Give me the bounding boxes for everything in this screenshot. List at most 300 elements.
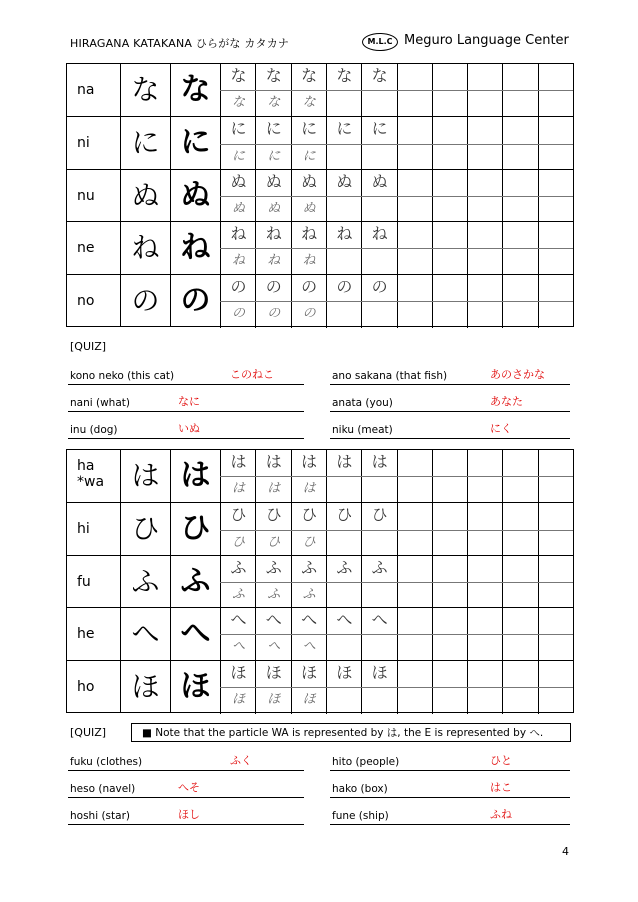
practice-box[interactable] — [502, 145, 538, 171]
practice-box[interactable] — [432, 197, 468, 223]
kana-handwritten: ね — [120, 222, 170, 274]
practice-box[interactable] — [361, 222, 397, 248]
practice-box[interactable] — [467, 608, 503, 634]
practice-box[interactable] — [220, 503, 256, 529]
practice-box[interactable] — [361, 477, 397, 503]
romaji-text: hi — [77, 521, 90, 538]
practice-trace-row — [220, 634, 573, 661]
practice-box[interactable] — [361, 583, 397, 609]
quiz-item — [68, 393, 304, 412]
practice-box[interactable] — [291, 608, 327, 634]
practice-box[interactable] — [220, 583, 256, 609]
practice-box[interactable] — [538, 249, 574, 275]
practice-area — [220, 608, 573, 660]
quiz-prompt: ano sakana (that fish) — [332, 370, 448, 382]
practice-box[interactable] — [397, 64, 433, 90]
kana-printed: ぬ — [170, 170, 220, 222]
trace-kana: の — [231, 305, 245, 321]
quiz-item — [330, 752, 570, 771]
practice-box[interactable] — [467, 145, 503, 171]
practice-box[interactable] — [220, 477, 256, 503]
practice-box[interactable] — [397, 477, 433, 503]
practice-box[interactable] — [538, 635, 574, 661]
practice-box[interactable] — [397, 661, 433, 687]
practice-box[interactable] — [326, 503, 362, 529]
practice-box[interactable] — [432, 503, 468, 529]
practice-box[interactable] — [538, 608, 574, 634]
romaji-label — [67, 170, 120, 222]
practice-box[interactable] — [291, 477, 327, 503]
practice-box[interactable] — [397, 583, 433, 609]
model-kana: へ — [301, 610, 318, 630]
practice-box[interactable] — [220, 302, 256, 328]
trace-kana: ひ — [231, 534, 245, 550]
practice-box[interactable] — [397, 302, 433, 328]
kana-row — [67, 607, 573, 660]
practice-box[interactable] — [326, 450, 362, 476]
practice-box[interactable] — [467, 503, 503, 529]
practice-box[interactable] — [220, 249, 256, 275]
trace-kana: の — [302, 305, 316, 321]
model-kana: な — [336, 66, 353, 85]
practice-box[interactable] — [467, 583, 503, 609]
school-name: Meguro Language Center — [404, 33, 569, 48]
practice-box[interactable] — [220, 222, 256, 248]
model-kana: ぬ — [371, 171, 388, 191]
practice-box[interactable] — [255, 450, 291, 476]
practice-box[interactable] — [467, 531, 503, 557]
practice-box[interactable] — [361, 450, 397, 476]
practice-box[interactable] — [255, 275, 291, 301]
practice-box[interactable] — [361, 197, 397, 223]
practice-box[interactable] — [397, 556, 433, 582]
trace-kana: ひ — [267, 534, 281, 550]
practice-box[interactable] — [255, 503, 291, 529]
quiz-label: [QUIZ] — [70, 340, 107, 353]
practice-box[interactable] — [502, 608, 538, 634]
practice-trace-row — [220, 196, 573, 223]
practice-box[interactable] — [467, 249, 503, 275]
practice-box[interactable] — [255, 661, 291, 687]
header-title: HIRAGANA KATAKANA ひらがな カタカナ — [70, 37, 290, 50]
kana-handwritten: ふ — [120, 556, 170, 608]
practice-box[interactable] — [255, 91, 291, 117]
model-kana: な — [371, 66, 388, 85]
romaji-extra-text: *wa — [77, 474, 105, 490]
practice-box[interactable] — [538, 222, 574, 248]
practice-box[interactable] — [467, 91, 503, 117]
practice-box[interactable] — [291, 64, 327, 90]
romaji-label — [67, 64, 120, 116]
practice-box[interactable] — [502, 275, 538, 301]
kana-handwritten: ほ — [120, 661, 170, 713]
practice-box[interactable] — [467, 302, 503, 328]
practice-box[interactable] — [326, 635, 362, 661]
trace-kana: は — [231, 481, 245, 497]
practice-box[interactable] — [397, 117, 433, 143]
kana-printed: ひ — [170, 503, 220, 555]
practice-box[interactable] — [220, 91, 256, 117]
practice-box[interactable] — [397, 531, 433, 557]
practice-box[interactable] — [361, 608, 397, 634]
quiz-answer: にく — [490, 422, 512, 435]
practice-box[interactable] — [220, 635, 256, 661]
practice-box[interactable] — [432, 556, 468, 582]
practice-box[interactable] — [538, 450, 574, 476]
model-kana: は — [371, 452, 388, 471]
practice-box[interactable] — [397, 145, 433, 171]
practice-box[interactable] — [291, 302, 327, 328]
practice-box[interactable] — [291, 583, 327, 609]
practice-box[interactable] — [326, 608, 362, 634]
practice-model-row — [220, 661, 573, 687]
practice-box[interactable] — [502, 661, 538, 687]
practice-box[interactable] — [538, 197, 574, 223]
quiz-answer: なに — [178, 395, 200, 408]
practice-box[interactable] — [538, 556, 574, 582]
practice-box[interactable] — [432, 531, 468, 557]
model-kana: は — [336, 452, 353, 471]
practice-box[interactable] — [502, 556, 538, 582]
quiz-prompt: kono neko (this cat) — [70, 370, 175, 382]
trace-kana: は — [302, 481, 316, 497]
practice-box[interactable] — [291, 503, 327, 529]
practice-box[interactable] — [467, 556, 503, 582]
model-kana: ほ — [230, 662, 247, 682]
practice-trace-row — [220, 248, 573, 275]
practice-box[interactable] — [467, 222, 503, 248]
practice-box[interactable] — [502, 583, 538, 609]
practice-box[interactable] — [361, 249, 397, 275]
practice-model-row — [220, 222, 573, 248]
practice-box[interactable] — [255, 556, 291, 582]
practice-box[interactable] — [255, 222, 291, 248]
practice-box[interactable] — [255, 688, 291, 714]
kana-handwritten: な — [120, 64, 170, 116]
practice-box[interactable] — [326, 145, 362, 171]
practice-box[interactable] — [326, 170, 362, 196]
romaji-text: ha — [77, 458, 95, 474]
practice-box[interactable] — [326, 302, 362, 328]
practice-box[interactable] — [361, 302, 397, 328]
practice-box[interactable] — [220, 531, 256, 557]
practice-box[interactable] — [291, 635, 327, 661]
practice-box[interactable] — [220, 661, 256, 687]
practice-box[interactable] — [432, 64, 468, 90]
practice-box[interactable] — [502, 531, 538, 557]
practice-area — [220, 450, 573, 502]
practice-box[interactable] — [432, 91, 468, 117]
practice-box[interactable] — [326, 661, 362, 687]
practice-box[interactable] — [432, 170, 468, 196]
practice-box[interactable] — [361, 688, 397, 714]
practice-box[interactable] — [255, 635, 291, 661]
practice-box[interactable] — [502, 64, 538, 90]
model-kana: ひ — [301, 505, 318, 525]
practice-box[interactable] — [255, 302, 291, 328]
practice-box[interactable] — [361, 531, 397, 557]
practice-box[interactable] — [361, 64, 397, 90]
practice-box[interactable] — [397, 275, 433, 301]
practice-box[interactable] — [467, 275, 503, 301]
model-kana: ほ — [301, 662, 318, 682]
practice-box[interactable] — [397, 249, 433, 275]
practice-box[interactable] — [291, 222, 327, 248]
practice-box[interactable] — [467, 635, 503, 661]
practice-box[interactable] — [538, 170, 574, 196]
quiz-answer: ふく — [230, 754, 252, 767]
romaji-text: ne — [77, 240, 95, 257]
trace-kana: ふ — [302, 586, 316, 602]
practice-box[interactable] — [467, 64, 503, 90]
practice-box[interactable] — [291, 91, 327, 117]
practice-box[interactable] — [432, 249, 468, 275]
practice-box[interactable] — [255, 197, 291, 223]
model-kana: の — [265, 276, 282, 296]
kana-practice-grid-na-row — [66, 63, 574, 327]
practice-box[interactable] — [502, 197, 538, 223]
practice-box[interactable] — [432, 583, 468, 609]
quiz-item — [68, 366, 304, 385]
practice-box[interactable] — [432, 145, 468, 171]
practice-box[interactable] — [291, 275, 327, 301]
trace-kana: ほ — [267, 691, 281, 707]
practice-box[interactable] — [502, 302, 538, 328]
practice-box[interactable] — [326, 556, 362, 582]
practice-box[interactable] — [326, 688, 362, 714]
practice-box[interactable] — [291, 556, 327, 582]
practice-box[interactable] — [397, 450, 433, 476]
practice-model-row — [220, 608, 573, 634]
practice-box[interactable] — [220, 145, 256, 171]
practice-box[interactable] — [361, 661, 397, 687]
practice-box[interactable] — [291, 197, 327, 223]
practice-box[interactable] — [538, 688, 574, 714]
quiz-answer: へそ — [178, 781, 200, 794]
model-kana: に — [230, 119, 247, 139]
practice-box[interactable] — [538, 91, 574, 117]
practice-box[interactable] — [255, 583, 291, 609]
practice-area — [220, 64, 573, 116]
practice-box[interactable] — [502, 477, 538, 503]
practice-box[interactable] — [397, 197, 433, 223]
practice-box[interactable] — [502, 635, 538, 661]
model-kana: ふ — [371, 557, 388, 577]
quiz-answer: このねこ — [230, 368, 274, 381]
practice-box[interactable] — [326, 117, 362, 143]
practice-box[interactable] — [255, 170, 291, 196]
quiz-answer: いぬ — [178, 422, 200, 435]
practice-box[interactable] — [255, 249, 291, 275]
practice-box[interactable] — [397, 608, 433, 634]
practice-area — [220, 117, 573, 169]
practice-box[interactable] — [397, 688, 433, 714]
practice-box[interactable] — [326, 583, 362, 609]
practice-box[interactable] — [326, 477, 362, 503]
trace-kana: ぬ — [302, 200, 316, 216]
practice-box[interactable] — [326, 275, 362, 301]
kana-printed: ふ — [170, 556, 220, 608]
practice-box[interactable] — [432, 688, 468, 714]
practice-box[interactable] — [467, 477, 503, 503]
model-kana: に — [371, 119, 388, 139]
practice-box[interactable] — [255, 117, 291, 143]
practice-box[interactable] — [291, 661, 327, 687]
practice-box[interactable] — [220, 275, 256, 301]
practice-box[interactable] — [220, 64, 256, 90]
romaji-label — [67, 503, 120, 555]
practice-box[interactable] — [502, 249, 538, 275]
kana-handwritten: ぬ — [120, 170, 170, 222]
trace-kana: ね — [231, 253, 245, 269]
practice-box[interactable] — [255, 608, 291, 634]
model-kana: の — [371, 276, 388, 296]
practice-box[interactable] — [326, 197, 362, 223]
trace-kana: ぬ — [231, 200, 245, 216]
practice-box[interactable] — [467, 117, 503, 143]
practice-box[interactable] — [326, 531, 362, 557]
practice-box[interactable] — [467, 688, 503, 714]
model-kana: ひ — [336, 505, 353, 525]
practice-box[interactable] — [255, 145, 291, 171]
practice-box[interactable] — [361, 635, 397, 661]
practice-box[interactable] — [326, 91, 362, 117]
practice-box[interactable] — [502, 91, 538, 117]
practice-box[interactable] — [397, 170, 433, 196]
practice-box[interactable] — [291, 145, 327, 171]
practice-area — [220, 222, 573, 274]
model-kana: ふ — [336, 557, 353, 577]
practice-box[interactable] — [502, 450, 538, 476]
practice-box[interactable] — [220, 117, 256, 143]
practice-box[interactable] — [255, 531, 291, 557]
practice-box[interactable] — [220, 556, 256, 582]
practice-box[interactable] — [291, 450, 327, 476]
practice-box[interactable] — [326, 64, 362, 90]
practice-box[interactable] — [538, 503, 574, 529]
model-kana: の — [230, 276, 247, 296]
kana-printed: な — [170, 64, 220, 116]
practice-box[interactable] — [361, 556, 397, 582]
practice-box[interactable] — [291, 170, 327, 196]
model-kana: へ — [230, 610, 247, 630]
practice-box[interactable] — [432, 117, 468, 143]
practice-box[interactable] — [432, 661, 468, 687]
practice-box[interactable] — [361, 170, 397, 196]
kana-handwritten: ひ — [120, 503, 170, 555]
practice-box[interactable] — [397, 503, 433, 529]
romaji-text: na — [77, 82, 95, 98]
practice-box[interactable] — [432, 450, 468, 476]
model-kana: へ — [265, 610, 282, 630]
trace-kana: に — [231, 148, 245, 164]
practice-box[interactable] — [432, 222, 468, 248]
practice-box[interactable] — [538, 275, 574, 301]
practice-box[interactable] — [291, 531, 327, 557]
quiz-prompt: niku (meat) — [332, 424, 393, 436]
kana-handwritten: に — [120, 117, 170, 169]
practice-box[interactable] — [397, 222, 433, 248]
practice-box[interactable] — [432, 635, 468, 661]
model-kana: ふ — [301, 557, 318, 577]
quiz-prompt: fune (ship) — [332, 810, 389, 822]
practice-box[interactable] — [361, 145, 397, 171]
practice-box[interactable] — [291, 117, 327, 143]
practice-trace-row — [220, 144, 573, 171]
romaji-label — [67, 222, 120, 274]
practice-box[interactable] — [467, 197, 503, 223]
practice-box[interactable] — [361, 91, 397, 117]
practice-box[interactable] — [538, 64, 574, 90]
romaji-label — [67, 275, 120, 327]
practice-model-row — [220, 275, 573, 301]
kana-handwritten: は — [120, 450, 170, 502]
trace-kana: ほ — [231, 691, 245, 707]
practice-box[interactable] — [220, 450, 256, 476]
practice-box[interactable] — [361, 275, 397, 301]
model-kana: ふ — [265, 557, 282, 577]
practice-box[interactable] — [538, 117, 574, 143]
kana-row — [67, 64, 573, 116]
practice-box[interactable] — [220, 688, 256, 714]
practice-box[interactable] — [502, 170, 538, 196]
romaji-text: fu — [77, 573, 91, 590]
quiz-item — [330, 806, 570, 825]
practice-box[interactable] — [220, 608, 256, 634]
practice-box[interactable] — [220, 170, 256, 196]
quiz-item — [330, 420, 570, 439]
quiz-prompt: hako (box) — [332, 783, 388, 795]
practice-box[interactable] — [432, 275, 468, 301]
practice-box[interactable] — [502, 117, 538, 143]
practice-box[interactable] — [538, 661, 574, 687]
practice-box[interactable] — [502, 222, 538, 248]
practice-box[interactable] — [538, 583, 574, 609]
practice-box[interactable] — [432, 477, 468, 503]
model-kana: ね — [371, 224, 388, 244]
model-kana: ほ — [336, 662, 353, 682]
practice-box[interactable] — [467, 170, 503, 196]
practice-box[interactable] — [361, 117, 397, 143]
practice-box[interactable] — [326, 249, 362, 275]
kana-handwritten: へ — [120, 608, 170, 660]
practice-box[interactable] — [291, 688, 327, 714]
practice-box[interactable] — [467, 450, 503, 476]
practice-box[interactable] — [255, 477, 291, 503]
practice-box[interactable] — [538, 302, 574, 328]
practice-box[interactable] — [538, 477, 574, 503]
practice-box[interactable] — [432, 302, 468, 328]
practice-box[interactable] — [326, 222, 362, 248]
practice-box[interactable] — [502, 503, 538, 529]
model-kana: ね — [230, 224, 247, 244]
practice-box[interactable] — [432, 608, 468, 634]
quiz-label: [QUIZ] — [70, 726, 107, 739]
practice-box[interactable] — [291, 249, 327, 275]
kana-printed: の — [170, 275, 220, 327]
practice-trace-row — [220, 582, 573, 609]
practice-box[interactable] — [255, 64, 291, 90]
quiz-item — [68, 806, 304, 825]
practice-box[interactable] — [397, 91, 433, 117]
practice-box[interactable] — [538, 145, 574, 171]
practice-box[interactable] — [538, 531, 574, 557]
practice-box[interactable] — [361, 503, 397, 529]
practice-box[interactable] — [220, 197, 256, 223]
practice-box[interactable] — [467, 661, 503, 687]
practice-box[interactable] — [397, 635, 433, 661]
practice-box[interactable] — [502, 688, 538, 714]
